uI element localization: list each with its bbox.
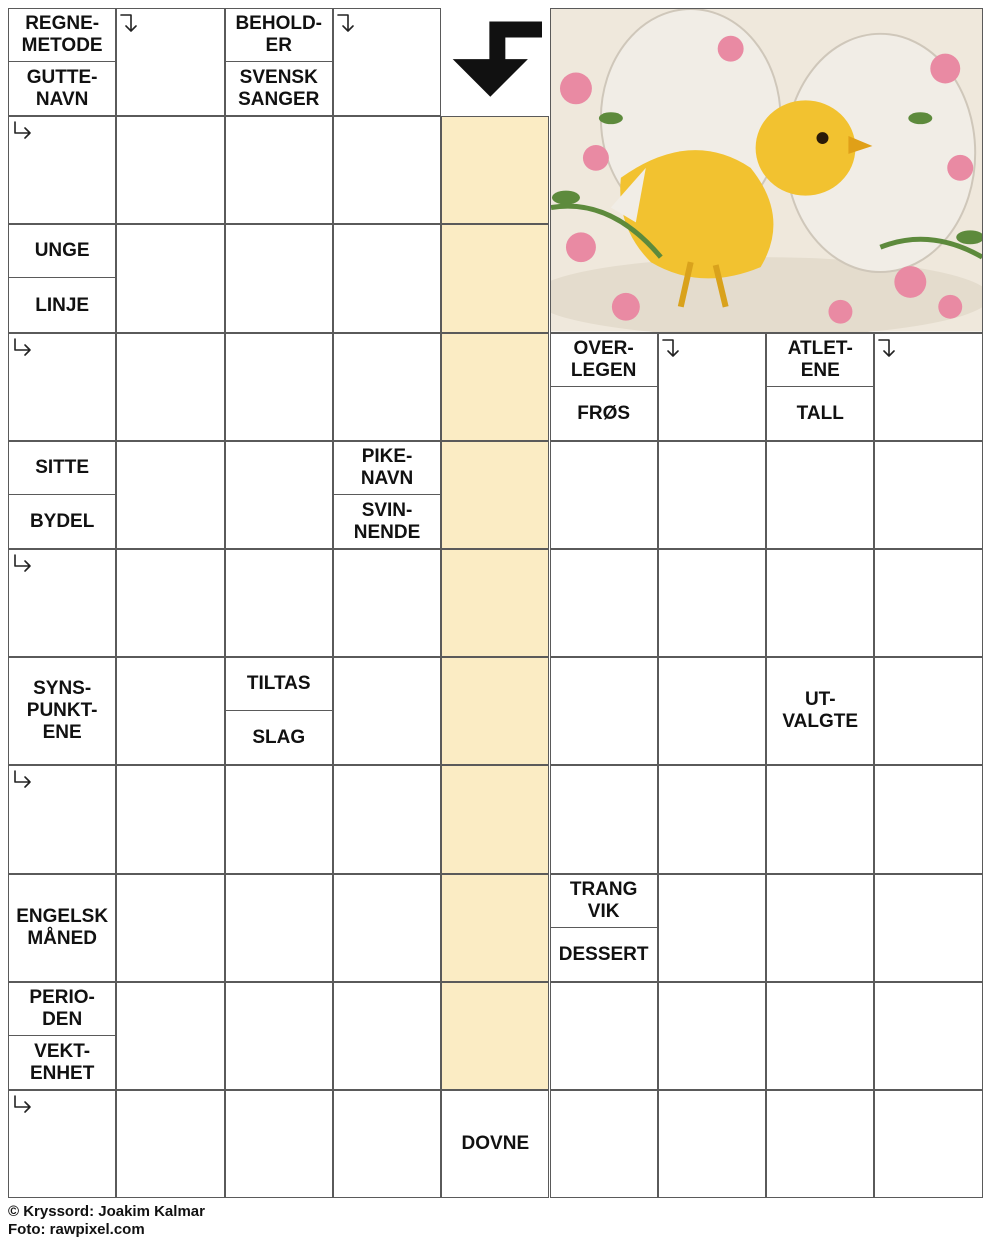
credits-text: © Kryssord: Joakim Kalmar Foto: rawpixel.com [8,1203,205,1238]
answer-cell[interactable] [874,874,982,982]
answer-cell[interactable] [766,982,874,1090]
answer-cell[interactable] [333,982,441,1090]
clue-svensk-sanger [225,62,333,116]
arrow-right-then-down-icon [661,337,685,361]
clue-text: FRØS [577,402,631,424]
answer-cell[interactable] [874,657,982,765]
arrow-right-then-down-icon [877,337,901,361]
answer-cell[interactable] [658,441,766,549]
clue-linje [8,279,116,333]
answer-cell[interactable] [225,224,333,332]
clue-text: SYNS- PUNKT- ENE [26,678,98,744]
solution-answer-cell[interactable] [441,224,549,332]
answer-cell[interactable] [225,116,333,224]
arrow-down-then-right-icon [11,1094,35,1118]
answer-cell[interactable] [658,1090,766,1198]
solution-answer-cell[interactable] [441,549,549,657]
answer-cell[interactable] [333,1090,441,1198]
clue-text: SVIN- NENDE [353,499,421,543]
solution-answer-cell[interactable] [441,657,549,765]
answer-cell[interactable] [766,874,874,982]
clue-regnemetode [8,8,116,62]
answer-cell[interactable] [116,765,224,873]
clue-text: TRANG VIK [569,878,638,922]
answer-cell[interactable] [116,982,224,1090]
clue-text: PERIO- DEN [29,986,95,1030]
answer-cell[interactable] [333,333,441,441]
clue-vektenhet [8,1036,116,1090]
answer-cell[interactable] [116,1090,224,1198]
arrow-down-then-right-icon [11,769,35,793]
answer-cell[interactable] [874,982,982,1090]
answer-cell[interactable] [874,765,982,873]
answer-cell[interactable] [550,657,658,765]
clue-text: VEKT- ENHET [29,1040,95,1084]
down-arrow-with-hook-icon [445,14,545,108]
answer-cell[interactable] [550,765,658,873]
easter-chick-hatching-from-egg-picture [550,8,983,333]
clue-utvalgte [766,657,874,765]
clue-trang-vik [550,874,658,928]
answer-cell[interactable] [116,549,224,657]
answer-cell[interactable] [116,874,224,982]
clue-text: OVER- LEGEN [570,337,637,381]
answer-cell[interactable] [225,441,333,549]
answer-cell[interactable] [333,765,441,873]
solution-answer-cell[interactable] [441,333,549,441]
answer-cell[interactable] [333,874,441,982]
answer-cell[interactable] [658,982,766,1090]
clue-text: SITTE [35,456,90,478]
clue-text: DOVNE [461,1133,530,1155]
answer-cell[interactable] [766,1090,874,1198]
clue-text: PIKE- NAVN [360,445,414,489]
answer-cell[interactable] [874,441,982,549]
clue-slag [225,711,333,765]
arrow-down-then-right-icon [11,120,35,144]
answer-cell[interactable] [766,765,874,873]
solution-answer-cell[interactable] [441,982,549,1090]
clue-engelsk-maned [8,874,116,982]
clue-dessert [550,928,658,982]
answer-cell[interactable] [658,549,766,657]
clue-sitte [8,441,116,495]
answer-cell[interactable] [550,982,658,1090]
answer-cell[interactable] [225,874,333,982]
clue-text: ATLET- ENE [787,337,853,381]
clue-text: SVENSK SANGER [238,67,320,111]
clue-text: LINJE [35,294,90,316]
answer-cell[interactable] [658,765,766,873]
solution-answer-cell[interactable] [441,765,549,873]
clue-fros [550,387,658,441]
clue-text: TALL [796,402,844,424]
answer-cell[interactable] [550,549,658,657]
clue-text: UNGE [34,240,90,262]
clue-text: ENGELSK MÅNED [16,905,109,949]
clue-guttenavn [8,62,116,116]
answer-cell[interactable] [225,333,333,441]
answer-cell[interactable] [333,116,441,224]
clue-dovne [441,1090,549,1198]
answer-cell[interactable] [116,657,224,765]
solution-answer-cell[interactable] [441,116,549,224]
clue-overlegen [550,333,658,387]
answer-cell[interactable] [116,441,224,549]
answer-cell[interactable] [550,441,658,549]
answer-cell[interactable] [225,982,333,1090]
clue-perioden [8,982,116,1036]
answer-cell[interactable] [333,657,441,765]
clue-text: TILTAS [246,673,311,695]
answer-cell[interactable] [333,224,441,332]
answer-cell[interactable] [225,549,333,657]
arrow-right-then-down-icon [336,12,360,36]
answer-cell[interactable] [658,657,766,765]
answer-cell[interactable] [116,116,224,224]
clue-tall [766,387,874,441]
clue-tiltas [225,657,333,711]
answer-cell[interactable] [874,549,982,657]
clue-text: UT- VALGTE [782,689,859,733]
clue-text: REGNE- METODE [21,13,103,57]
arrow-down-then-right-icon [11,337,35,361]
answer-cell[interactable] [225,765,333,873]
answer-cell[interactable] [658,874,766,982]
clue-synspunktene [8,657,116,765]
arrow-down-then-right-icon [11,553,35,577]
solution-answer-cell[interactable] [441,874,549,982]
solution-answer-cell[interactable] [441,441,549,549]
clue-text: DESSERT [558,943,649,965]
clue-svinnende [333,495,441,549]
clue-text: GUTTE- NAVN [26,67,98,111]
clue-beholder [225,8,333,62]
answer-cell[interactable] [550,1090,658,1198]
clue-unge [8,224,116,278]
answer-cell[interactable] [116,333,224,441]
answer-cell[interactable] [225,1090,333,1198]
clue-text: BEHOLD- ER [235,13,323,57]
answer-cell[interactable] [874,1090,982,1198]
answer-cell[interactable] [766,441,874,549]
clue-bydel [8,495,116,549]
clue-text: BYDEL [29,510,95,532]
clue-pikenavn [333,441,441,495]
clue-text: SLAG [252,727,306,749]
arrow-right-then-down-icon [119,12,143,36]
clue-atletene [766,333,874,387]
answer-cell[interactable] [766,549,874,657]
answer-cell[interactable] [116,224,224,332]
answer-cell[interactable] [333,549,441,657]
